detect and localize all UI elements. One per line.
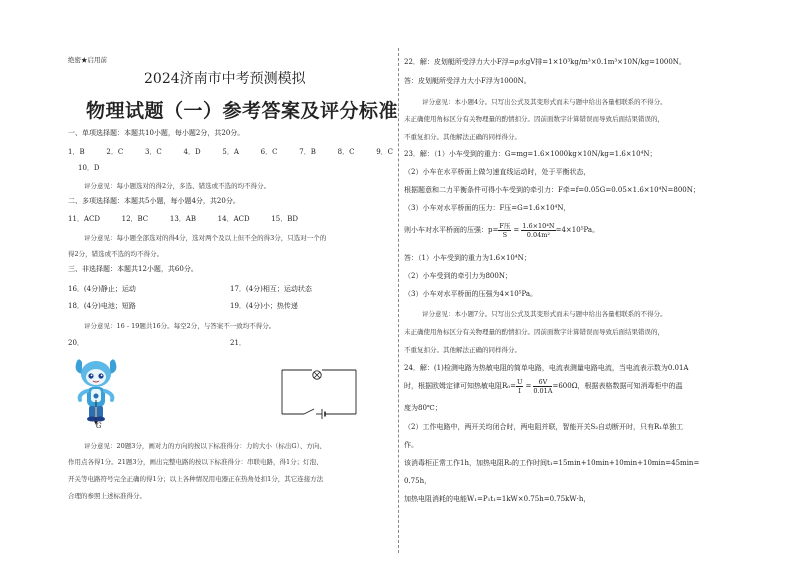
fraction-denominator: 0.04m² (526, 231, 551, 239)
q23-part2: （2）小车在水平桥面上做匀速直线运动时，处于平衡状态， (404, 168, 591, 176)
q24-part2: （2）工作电路中，两开关均闭合时，两电阻并联，智能开关S₂自动断开时，只有R₁单独工 (404, 423, 684, 431)
q23-note-cont: 不重复扣分。其他解法正确的同样得分。 (404, 346, 521, 354)
q23-answer: （3）小车对水平桥面的压强为4×10⁵Pa。 (404, 290, 538, 298)
fraction-denominator: I (518, 387, 521, 395)
fraction (516, 378, 523, 395)
section2-heading: 二、多项选择题：本题共5小题，每小题4分，共20分。 (68, 197, 240, 205)
answer-item: 2．C (106, 148, 124, 156)
fraction-numerator: U (516, 378, 523, 386)
equals-sign: = (525, 382, 532, 390)
q22-note: 评分意见：本小题4分。只写出公式及其变形式而未与题中给出各量相联系的不得分。 (422, 98, 667, 106)
answer-item: 8．C (337, 148, 355, 156)
section2-note-cont: 得2分，错选或不选的均不得分。 (68, 250, 164, 258)
section1-note: 评分意见：每小题选对的得2分，多选、错选或不选的均不得分。 (84, 182, 271, 190)
q24-part1: 24．解：(1)检测电路为热敏电阻的简单电路，电流表测量电路电流，当电流表示数为0.01A (404, 364, 689, 372)
section2-answers (68, 215, 298, 224)
formula-text: =600Ω，根据表格数据可知消毒柜中的温 (552, 382, 683, 390)
answer-item: 9．C (376, 148, 393, 156)
exam-title: 2024济南市中考预测模拟 (144, 71, 306, 87)
secret-label: 绝密★启用前 (68, 56, 107, 64)
formula-text: =4×10⁵Pa。 (555, 226, 600, 234)
fraction (521, 222, 555, 239)
answer-item: 12．BC (121, 215, 149, 223)
fraction-numerator: 1.6×10⁴N (522, 222, 555, 230)
answer-item: 11．ACD (68, 215, 100, 223)
q24-ohm-formula (404, 378, 683, 395)
answer-item: 3．C (144, 148, 162, 156)
q24-part2-time-cont: 0.75h， (404, 477, 432, 485)
fraction (498, 222, 511, 239)
answer-item: 1．B (68, 148, 85, 156)
q20-label: 20． (68, 339, 84, 347)
answer-item: 10．D (78, 164, 100, 172)
fraction-numerator: 6V (533, 378, 552, 387)
gravity-label: G (96, 422, 102, 430)
q24-part2-cont: 作。 (404, 441, 418, 449)
q24-part1-cont: 度为80℃； (404, 404, 442, 412)
answer-q16: 16．(4分)静止；运动 (68, 285, 136, 293)
formula-text: 时，根据欧姆定律可知热敏电阻R₀= (404, 382, 516, 390)
document-subtitle: 物理试题（一）参考答案及评分标准 (86, 100, 399, 122)
answer-q17: 17．(4分)相互；运动状态 (230, 285, 312, 293)
answer-item: 6．C (260, 148, 278, 156)
formula-text: 则小车对水平桥面的压强：p= (404, 226, 499, 234)
answer-q19: 19．(4分)小；热传递 (230, 302, 298, 310)
section1-answers (68, 148, 393, 157)
mascot-icon (72, 356, 120, 430)
q23-answer: （2）小车受到的牵引力为800N； (404, 272, 512, 280)
circuit-diagram (278, 362, 360, 420)
q23-part3: （3）小车对水平桥面的压力：F压=G=1.6×10⁴N， (404, 204, 571, 212)
q23-part1: 23．解：（1）小车受到的重力：G=mg=1.6×1000kg×10N/kg=1.6×10⁴N； (404, 150, 657, 158)
q22-note-cont: 未正确使用角标区分有关物理量的酌情扣分。因前面数字计算错误而导致后面结果错误的， (404, 115, 664, 123)
q21-label: 21． (230, 339, 246, 347)
fraction (533, 378, 552, 395)
q24-part2-time: 该消毒柜正常工作1h，加热电阻R₂的工作时间t₁=15min+10min+10min+10min=45min= (404, 459, 700, 467)
drawing-note-cont: 开关等电路符号完全正确的得1分；以上各种情况用电器正在热角处扣1分，其它连接方法 (68, 475, 324, 483)
section3-note: 评分意见：16 - 19题共16分。每空2分，与答案不一致均不得分。 (84, 322, 276, 330)
q23-pressure-formula (404, 222, 599, 239)
answer-item: 14．ACD (217, 215, 250, 223)
mascot-figure (72, 356, 120, 430)
q22-solution: 22．解：皮划艇所受浮力大小F浮=ρ水gV排=1×10³kg/m³×0.1m³×10N/kg=1000N。 (404, 58, 686, 66)
answer-item: 13．AB (169, 215, 196, 223)
drawing-note: 评分意见：20题3分，画对力的方向的按以下标准得分：力的大小（标出G）、方向、 (84, 442, 326, 450)
drawing-note-cont: 作用点各得1分。21题3分，画出完整电路的按以下标准得分：串联电路，得1分；灯泡、 (68, 458, 323, 466)
q23-answer: 答：（1）小车受到的重力为1.6×10⁴N； (404, 254, 531, 262)
equals-sign: = (513, 226, 520, 234)
q23-note: 评分意见：本小题7分。只写出公式及其变形式而未与题中给出各量相联系的不得分。 (422, 310, 667, 318)
drawing-note-cont: 合理的参照上述标准得分。 (68, 492, 146, 500)
column-divider (398, 48, 399, 553)
q22-note-cont: 不重复扣分。其他解法正确的同样得分。 (404, 133, 521, 141)
fraction-denominator: 0.01A (533, 387, 553, 395)
answer-item: 5．A (222, 148, 239, 156)
lamp-icon (312, 365, 322, 375)
answer-q18: 18．(4分)电池；短路 (68, 302, 136, 310)
q22-answer: 答：皮划艇所受浮力大小F浮为1000N。 (404, 77, 531, 85)
answer-item: 15．BD (271, 215, 298, 223)
section2-note: 评分意见：每小题全部选对的得4分，选对两个及以上但不全的得3分，只选对一个的 (84, 234, 327, 242)
fraction-numerator: F压 (499, 222, 511, 230)
q23-part2-calc: 根据题意和二力平衡条件可得小车受到的牵引力：F牵=f=0.05G=0.05×1.6×10⁴N=800N； (404, 186, 700, 194)
q23-note-cont: 未正确使用角标区分有关物理量的酌情扣分。因前面数字计算错误而导致后面结果错误的， (404, 328, 664, 336)
answer-item: 4．D (183, 148, 201, 156)
q24-part2-energy: 加热电阻消耗的电能W₁=P₁t₁=1kW×0.75h=0.75kW·h， (404, 495, 591, 503)
fraction-denominator: S (502, 231, 508, 239)
answer-item: 7．B (299, 148, 316, 156)
section1-heading: 一、单项选择题：本题共10小题，每小题2分，共20分。 (68, 129, 245, 137)
section3-heading: 三、非选择题：本题共12小题，共60分。 (68, 265, 198, 273)
